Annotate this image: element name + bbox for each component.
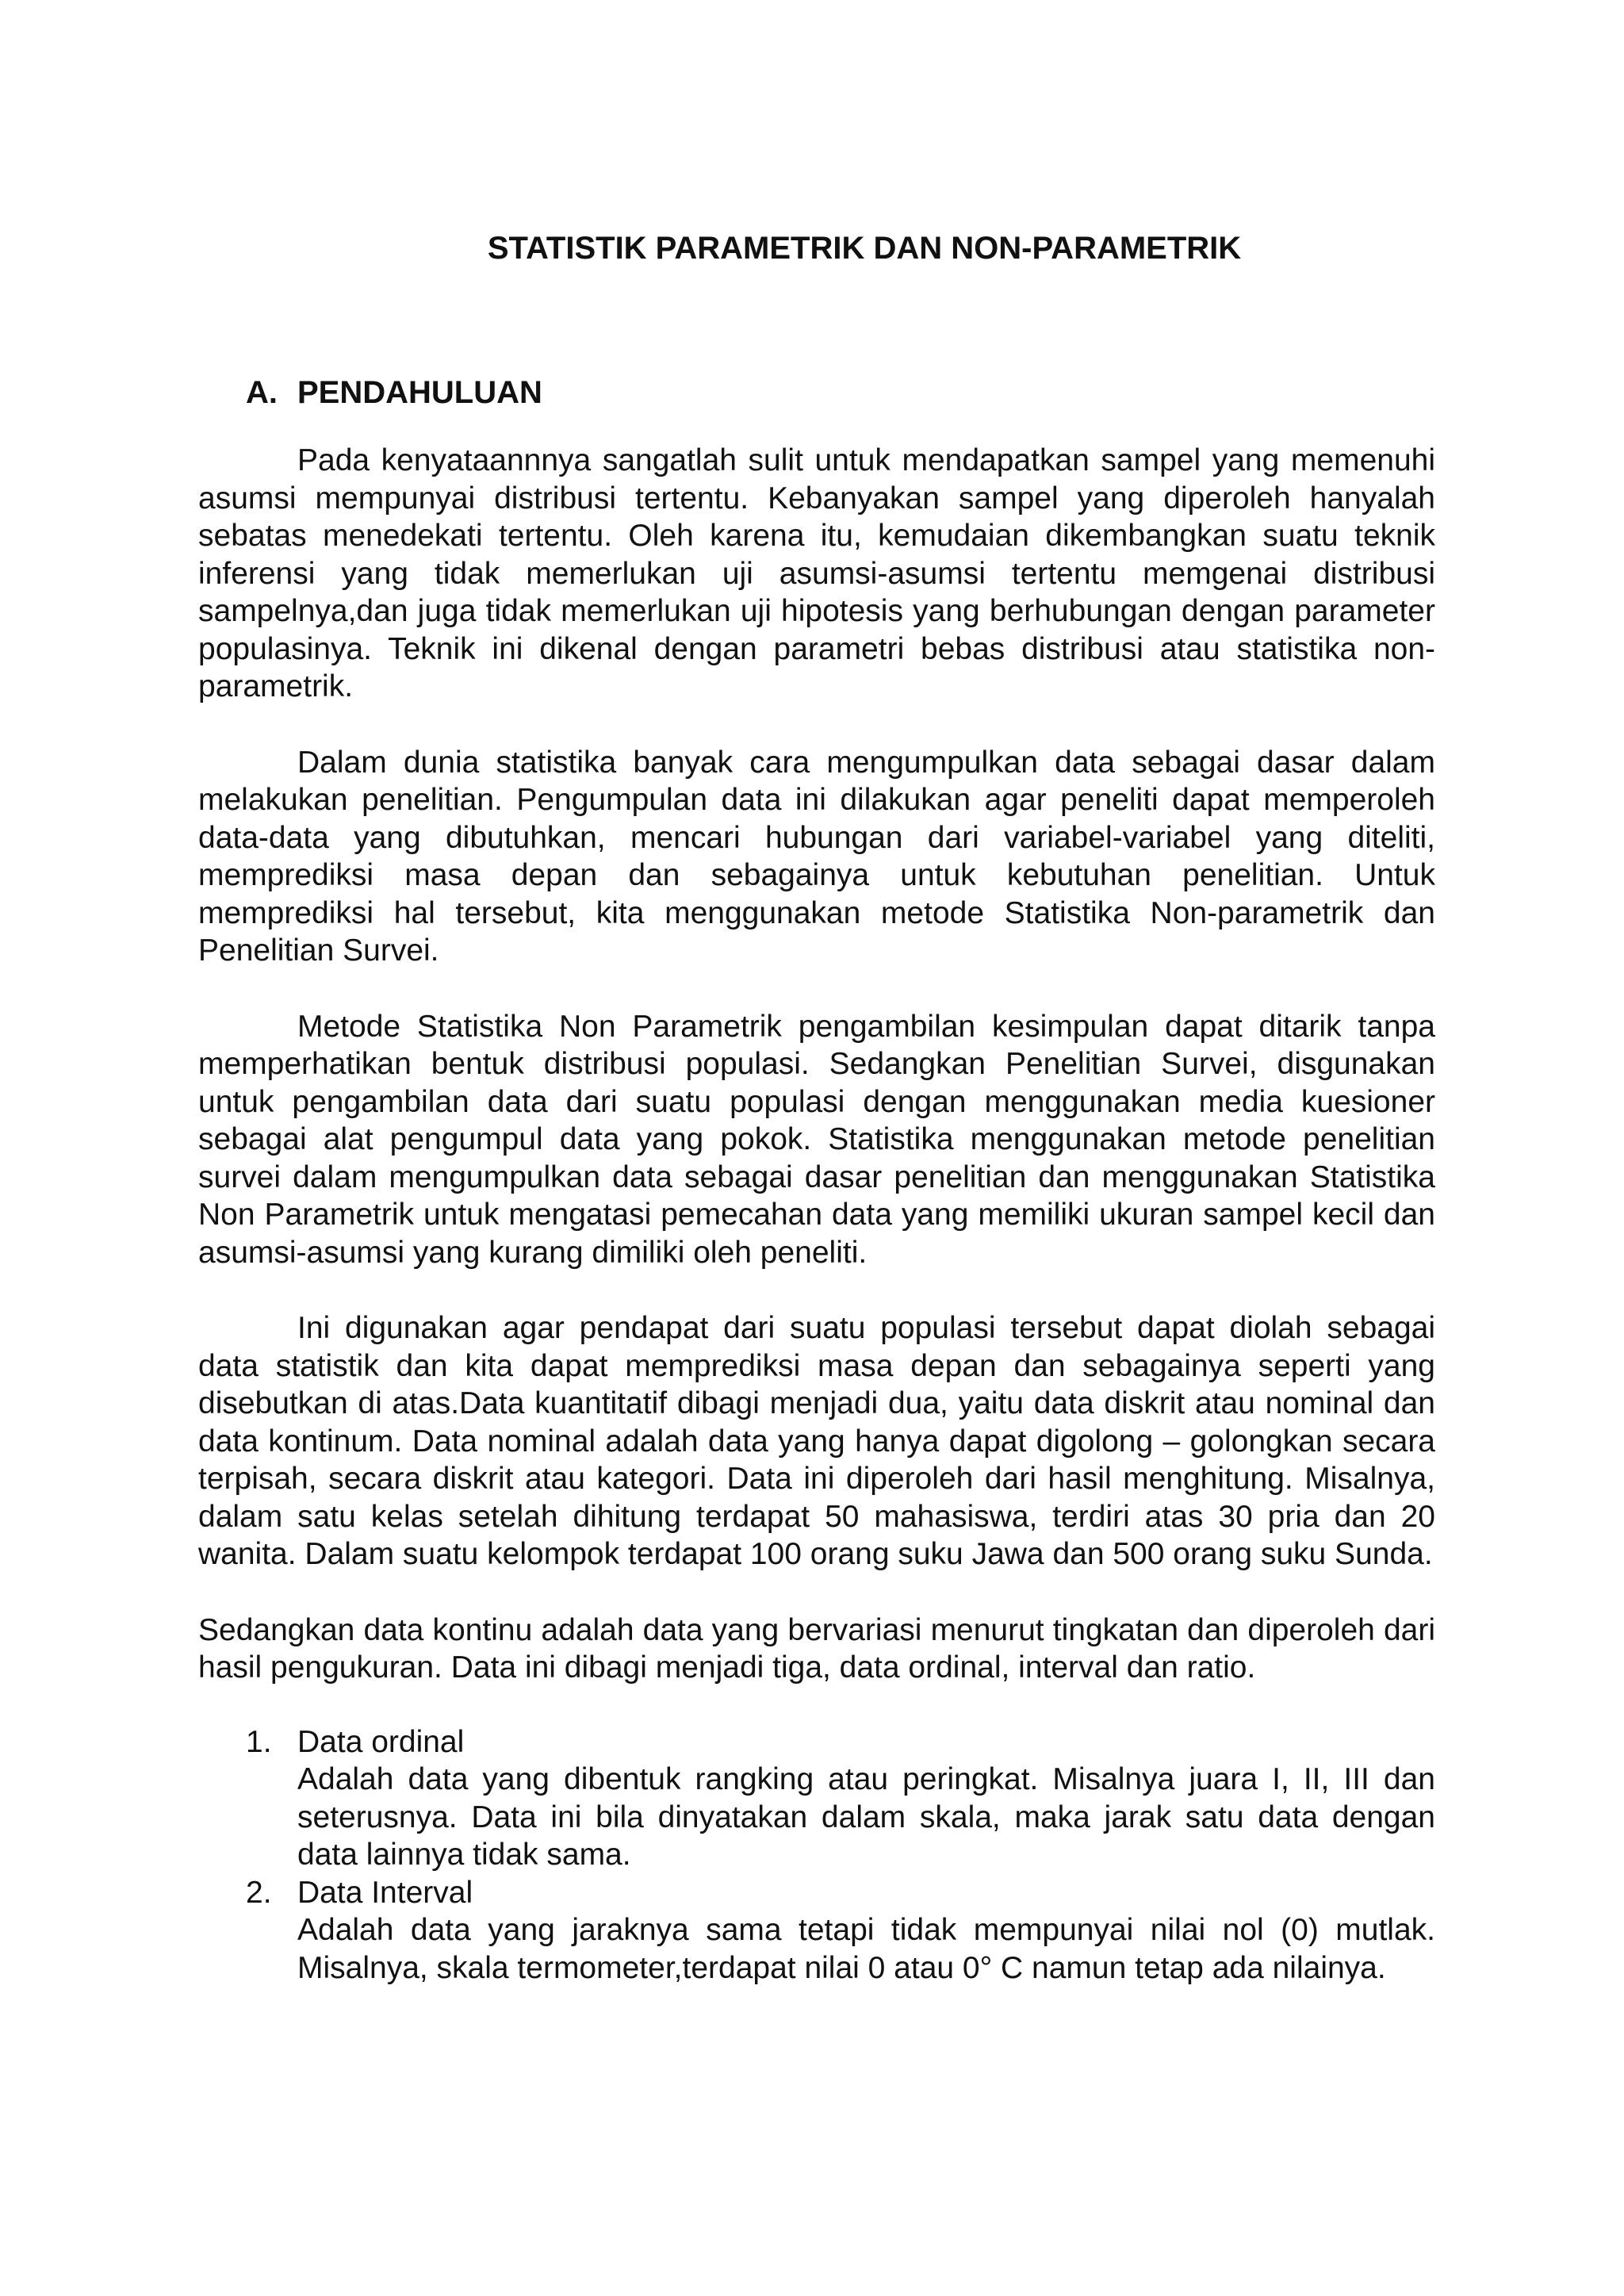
paragraph-5: Sedangkan data kontinu adalah data yang bervariasi menurut tingkatan dan diperoleh dari hasil pengukuran. Data ini dibagi menjadi tiga, data ordinal, interval dan ratio. [198, 1612, 1435, 1685]
section-title: PENDAHULUAN [297, 375, 542, 410]
paragraph-2: Dalam dunia statistika banyak cara mengumpulkan data sebagai dasar dalam melakukan penelitian. Pengumpulan data ini dilakukan agar peneliti dapat memperoleh data-data yang dibutuhkan, mencari hubungan dari variabel-variabel yang diteliti, memprediksi masa depan dan sebagainya untuk kebutuhan penelitian. Untuk memprediksi hal tersebut, kita menggunakan metode Statistika Non-parametrik dan Penelitian Survei. [198, 745, 1435, 968]
paragraph-1: Pada kenyataannnya sangatlah sulit untuk mendapatkan sampel yang memenuhi asumsi mempunyai distribusi tertentu. Kebanyakan sampel yang diperoleh hanyalah sebatas menedekati tertentu. Oleh karena itu, kemudaian dikembangkan suatu teknik inferensi yang tidak memerlukan uji asumsi-asumsi tertentu memgenai distribusi sampelnya,dan juga tidak memerlukan uji hipotesis yang berhubungan dengan parameter populasinya. Teknik ini dikenal dengan parametri bebas distribusi atau statistika non-parametrik. [198, 443, 1435, 703]
section-number: A. [246, 375, 278, 410]
list-item-title: Data Interval [297, 1875, 473, 1910]
list-item [198, 1874, 1435, 1987]
section-heading [246, 373, 542, 412]
document-title: STATISTIK PARAMETRIK DAN NON-PARAMETRIK [487, 231, 1242, 266]
list-item-title: Data ordinal [297, 1724, 465, 1759]
list-item-number: 1. [246, 1724, 272, 1759]
list-item-description: Adalah data yang dibentuk rangking atau peringkat. Misalnya juara I, II, III dan seterusnya. Data ini bila dinyatakan dalam skala, maka jarak satu data dengan data lainnya tidak sama. [297, 1762, 1435, 1872]
list-item [198, 1723, 1435, 1874]
data-types-list [198, 1723, 1435, 1987]
paragraph-3: Metode Statistika Non Parametrik pengambilan kesimpulan dapat ditarik tanpa memperhatikan bentuk distribusi populasi. Sedangkan Penelitian Survei, disgunakan untuk pengambilan data dari suatu populasi dengan menggunakan media kuesioner sebagai alat pengumpul data yang pokok. Statistika menggunakan metode penelitian survei dalam mengumpulkan data sebagai dasar penelitian dan menggunakan Statistika Non Parametrik untuk mengatasi pemecahan data yang memiliki ukuran sampel kecil dan asumsi-asumsi yang kurang dimiliki oleh peneliti. [198, 1009, 1435, 1270]
list-item-number: 2. [246, 1875, 272, 1910]
paragraph-4: Ini digunakan agar pendapat dari suatu populasi tersebut dapat diolah sebagai data statistik dan kita dapat memprediksi masa depan dan sebagainya seperti yang disebutkan di atas.Data kuantitatif dibagi menjadi dua, yaitu data diskrit atau nominal dan data kontinum. Data nominal adalah data yang hanya dapat digolong – golongkan secara terpisah, secara diskrit atau kategori. Data ini diperoleh dari hasil menghitung. Misalnya, dalam satu kelas setelah dihitung terdapat 50 mahasiswa, terdiri atas 30 pria dan 20 wanita. Dalam suatu kelompok terdapat 100 orang suku Jawa dan 500 orang suku Sunda. [198, 1311, 1435, 1571]
document-body [198, 442, 1435, 1987]
list-item-description: Adalah data yang jaraknya sama tetapi tidak mempunyai nilai nol (0) mutlak. Misalnya, skala termometer,terdapat nilai 0 atau 0° C namun tetap ada nilainya. [297, 1913, 1435, 1985]
